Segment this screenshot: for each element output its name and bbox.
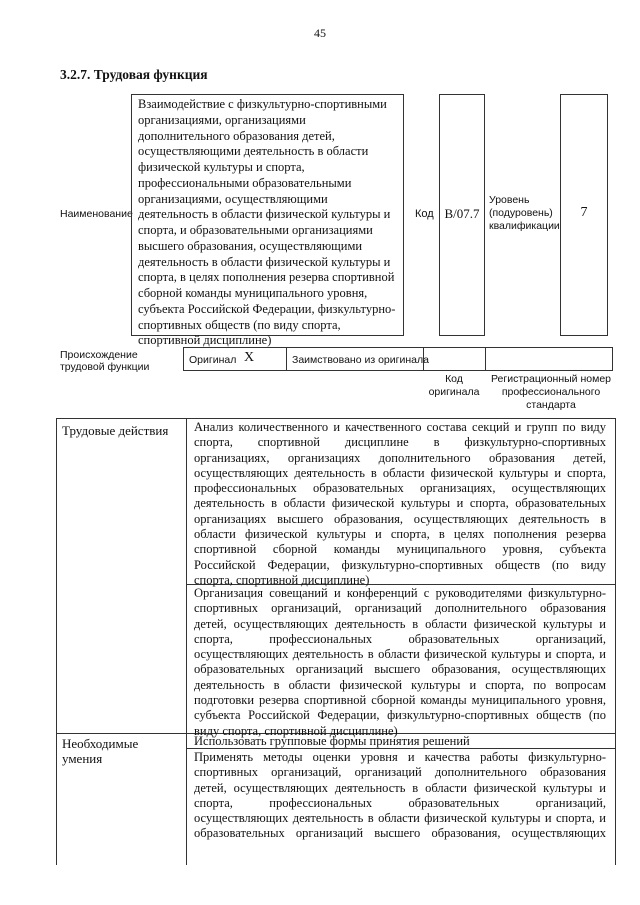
section-title: 3.2.7. Трудовая функция (60, 67, 208, 82)
cell-line: спорта, профессиональных образовательных организаций, (194, 795, 606, 810)
cell-line: виду спорта, спортивной дисциплине) (194, 723, 398, 738)
cell-line: Анализ количественного и качественного состава секций и групп по виду (194, 420, 606, 434)
labor-action-item (194, 420, 606, 588)
borrowed-option: Заимствовано из оригинала (292, 354, 429, 366)
cell-line: осуществляющих деятельность в области физической культуры и спорта, (194, 465, 606, 480)
cell-line: образовательных организаций высшего образования, осуществляющих (194, 826, 606, 841)
labor-action-item (194, 586, 606, 739)
origin-divider (286, 347, 287, 371)
function-name-line: спорта, в целях пополнения резерва спортивной (138, 270, 395, 285)
level-value: 7 (580, 205, 588, 220)
skill-item (194, 734, 606, 749)
skill-item (194, 750, 606, 842)
code-label: Код (415, 208, 434, 220)
function-name-line: спортивных обществ (по виду спорта, (138, 317, 341, 332)
function-name-line: сборной команды муниципального уровня, (138, 286, 368, 300)
function-name-line: осуществляющими деятельность в области (138, 144, 369, 159)
function-name-line: физической культуры и спорта, (138, 160, 305, 174)
cell-line: спорта, профессиональных образовательных организаций, (194, 631, 606, 646)
cell-line: подготовки резерва спортивной сборной команды муниципального уровня, (194, 693, 606, 708)
function-name-line: дополнительного образования детей, (138, 128, 335, 143)
cell-line: спортивных организаций, организаций дополнительного образования (194, 601, 606, 616)
cell-line: организациях, организациях дополнительного образования детей, (194, 450, 606, 465)
cell-line: детей, осуществляющих деятельность в области физической культуры и (194, 780, 606, 795)
table-column-divider (186, 418, 187, 865)
cell-line: Организация совещаний и конференций с руководителями физкультурно- (194, 586, 606, 600)
level-label: Уровень (подуровень) квалификации (489, 194, 560, 232)
code-value: B/07.7 (444, 206, 480, 221)
function-name-line: Взаимодействие с физкультурно-спортивными (138, 97, 387, 111)
cell-line: спорта, спортивной дисциплине) (194, 572, 370, 587)
registration-number-label: Регистрационный номер профессионального стандарта (491, 373, 611, 411)
cell-line: спортивных организаций, организаций дополнительного образования (194, 765, 606, 780)
cell-line: спортивной сборной команды муниципального уровня, субъекта (194, 542, 606, 557)
page-number: 45 (314, 26, 326, 40)
name-label: Наименование (60, 208, 133, 220)
cell-line: образовательных организаций высшего образования, осуществляющих (194, 662, 606, 677)
function-name-line: деятельность в области физической культуры и (138, 207, 391, 222)
cell-line: деятельность в области физической культуры и спорта, по вопросам (194, 677, 606, 692)
function-name-line: спорта, и образовательными организациями (138, 223, 373, 237)
function-name-line: профессиональными образовательными (138, 175, 352, 190)
function-name (138, 97, 406, 349)
cell-line: осуществляющих деятельность в области физической культуры и спорта, и (194, 811, 606, 826)
cell-line: организациях высшего образования, осуществляющих деятельность в (194, 511, 606, 526)
cell-line: осуществляющих деятельность в области физической культуры и спорта, и (194, 647, 606, 662)
cell-line: профессиональных образовательных организациях, осуществляющих (194, 481, 606, 496)
code-original-label: Код оригинала (428, 373, 480, 398)
original-option: Оригинал (189, 354, 237, 366)
cell-line: Российской Федерации, физкультурно-спортивных обществ (по виду (194, 557, 606, 572)
function-name-line: спортивной дисциплине) (138, 333, 272, 348)
cell-line: спорта, спортивной дисциплине в физкультурно-спортивных (194, 435, 606, 450)
origin-label: Происхождение трудовой функции (60, 349, 150, 373)
cell-line: субъекта Российской Федерации, физкультурно-спортивных обществ (по (194, 708, 606, 723)
origin-divider (485, 347, 486, 371)
cell-line: Применять методы оценки уровня и качества работы физкультурно- (194, 750, 606, 764)
function-name-line: деятельность в области физической культуры и (138, 254, 391, 269)
cell-line: области физической культуры и спорта, в целях пополнения резерва (194, 527, 606, 542)
function-name-line: субъекта Российской Федерации, физкультурно- (138, 301, 396, 316)
cell-line: детей, осуществляющих деятельность в области физической культуры и (194, 616, 606, 631)
function-name-line: организациями, организациями (138, 112, 306, 127)
skills-label: Необходимые умения (62, 736, 139, 766)
function-name-line: высшего образования, осуществляющими (138, 238, 363, 253)
function-name-line: организациями, осуществляющими (138, 191, 328, 206)
cell-line: Использовать групповые формы принятия решений (194, 734, 470, 748)
labor-actions-label: Трудовые действия (62, 423, 169, 438)
cell-line: деятельность в области физической культуры и спорта, образовательных (194, 496, 606, 511)
original-mark: X (244, 350, 255, 365)
